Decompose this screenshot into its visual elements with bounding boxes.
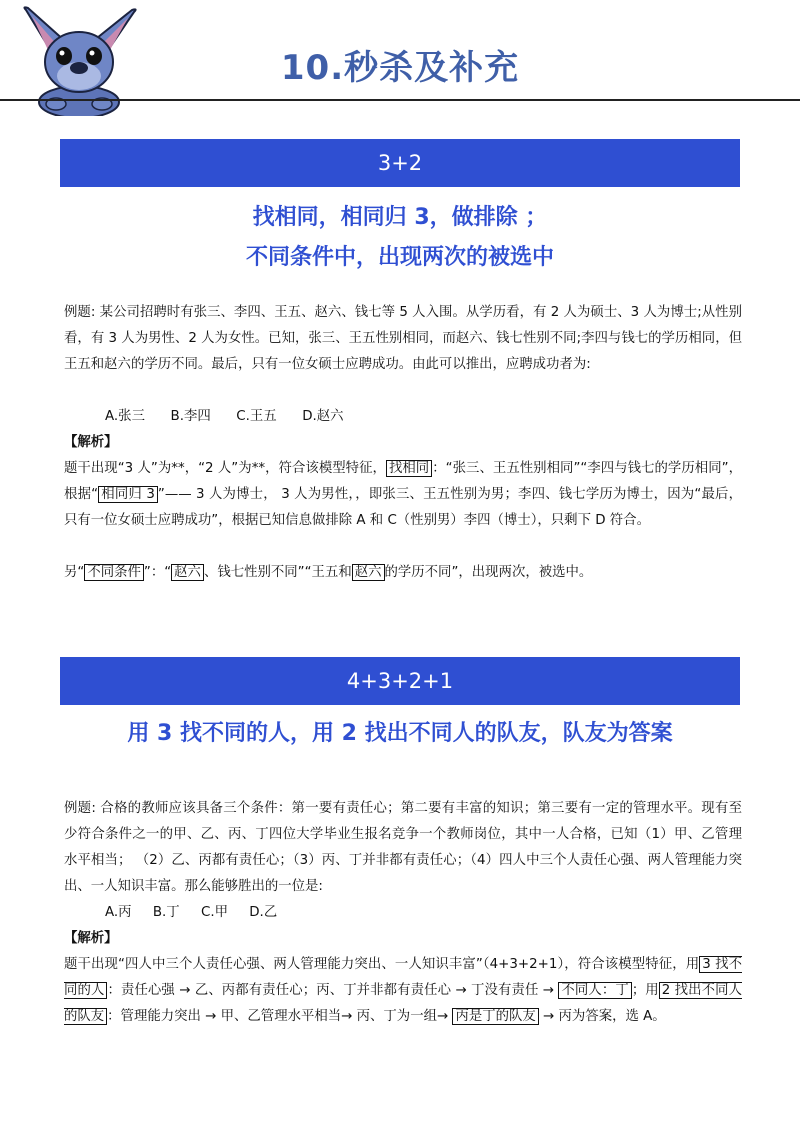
title-divider — [0, 99, 800, 101]
analysis-text: ”—— 3 人为博士， 3 人为男性，，即张三、王五性别为男；李四、钱七学历为博士，因为“最后，只有一位女硕士应聘成功”，根据已知信息做排除 A 和 C（性别男）李四（博士），只剩下 D 符合。 — [64, 487, 742, 528]
keyword-box: 不同人：丁 — [558, 982, 631, 999]
section2-question: 例题: 合格的教师应该具备三个条件：第一要有责任心；第二要有丰富的知识；第三要有一定的管理水平。现有至少符合条件之一的甲、乙、丙、丁四位大学毕业生报名竞争一个教师岗位，其中一人合格，已知（1）甲、乙管理水平相当； （2）乙、丙都有责任心；（3）丙、丁并非都有责任心；（4）四人中三个人责任心强、两人管理能力突出、一人知识丰富。那么能够胜出的一位是: — [64, 801, 742, 894]
keyword-box: 找相同 — [386, 460, 432, 477]
section2-options: A.丙 B.丁 C.甲 D.乙 — [105, 905, 278, 920]
section-banner-3-2: 3+2 — [60, 139, 740, 187]
section1-question: 例题: 某公司招聘时有张三、李四、王五、赵六、钱七等 5 人入围。从学历看，有 2 人为硕士、3 人为博士;从性别看，有 3 人为男性、2 人为女性。已知，张三、王五性别相同，而赵六、钱七性别不同;李四与钱七的学历相同，但王五和赵六的学历不同。最后，只有一位女硕士应聘成功。由此可以推出，应聘成功者为: — [64, 305, 742, 372]
section2-analysis — [64, 952, 742, 1030]
keyword-box: 相同归 3 — [98, 486, 158, 503]
keyword-box: 不同条件 — [84, 564, 144, 581]
analysis-text: ”：“ — [143, 565, 172, 580]
section1-analysis-label: 【解析】 — [64, 435, 118, 450]
section1-analysis-extra — [64, 560, 742, 586]
keyword-box: 赵六 — [352, 564, 385, 581]
analysis-text: ；用 — [631, 983, 659, 998]
section-banner-4-3-2-1: 4+3+2+1 — [60, 657, 740, 705]
analysis-text: 题干出现“四人中三个人责任心强、两人管理能力突出、一人知识丰富”（4+3+2+1），符合该模型特征，用 — [64, 957, 700, 972]
analysis-text: ：管理能力突出 → 甲、乙管理水平相当→ 丙、丁为一组→ — [107, 1009, 453, 1024]
section2-analysis-label: 【解析】 — [64, 931, 118, 946]
section1-analysis — [64, 456, 742, 534]
analysis-text: 题干出现“3 人”为**，“2 人”为**，符合该模型特征， — [64, 461, 386, 476]
section1-headline-1: 找相同，相同归 3，做排除 ； — [252, 205, 548, 230]
section1-options: A.张三 B.李四 C.王五 D.赵六 — [105, 409, 344, 424]
keyword-box: 丙是丁的队友 — [452, 1008, 538, 1025]
analysis-text: 另“ — [64, 565, 85, 580]
analysis-text: ：责任心强 → 乙、丙都有责任心；丙、丁并非都有责任心 → 丁没有责任 → — [107, 983, 559, 998]
section2-headline: 用 3 找不同的人，用 2 找出不同人的队友，队友为答案 — [127, 721, 673, 746]
keyword-box: 3 找不同的人 — [64, 957, 742, 998]
analysis-text: 、钱七性别不同”“王五和 — [203, 565, 352, 580]
section1-headline-2: 不同条件中，出现两次的被选中 — [245, 245, 554, 270]
analysis-text: → 丙为答案，选 A。 — [538, 1009, 666, 1024]
analysis-text: 的学历不同”，出现两次，被选中。 — [384, 565, 593, 580]
keyword-box: 2 找出不同人的队友 — [64, 983, 743, 1024]
page-title: 10.秒杀及补充 — [280, 48, 520, 88]
analysis-text: ：“张三、王五性别相同”“李四与钱七的学历相同”，根据“ — [64, 461, 742, 502]
keyword-box: 赵六 — [171, 564, 204, 581]
